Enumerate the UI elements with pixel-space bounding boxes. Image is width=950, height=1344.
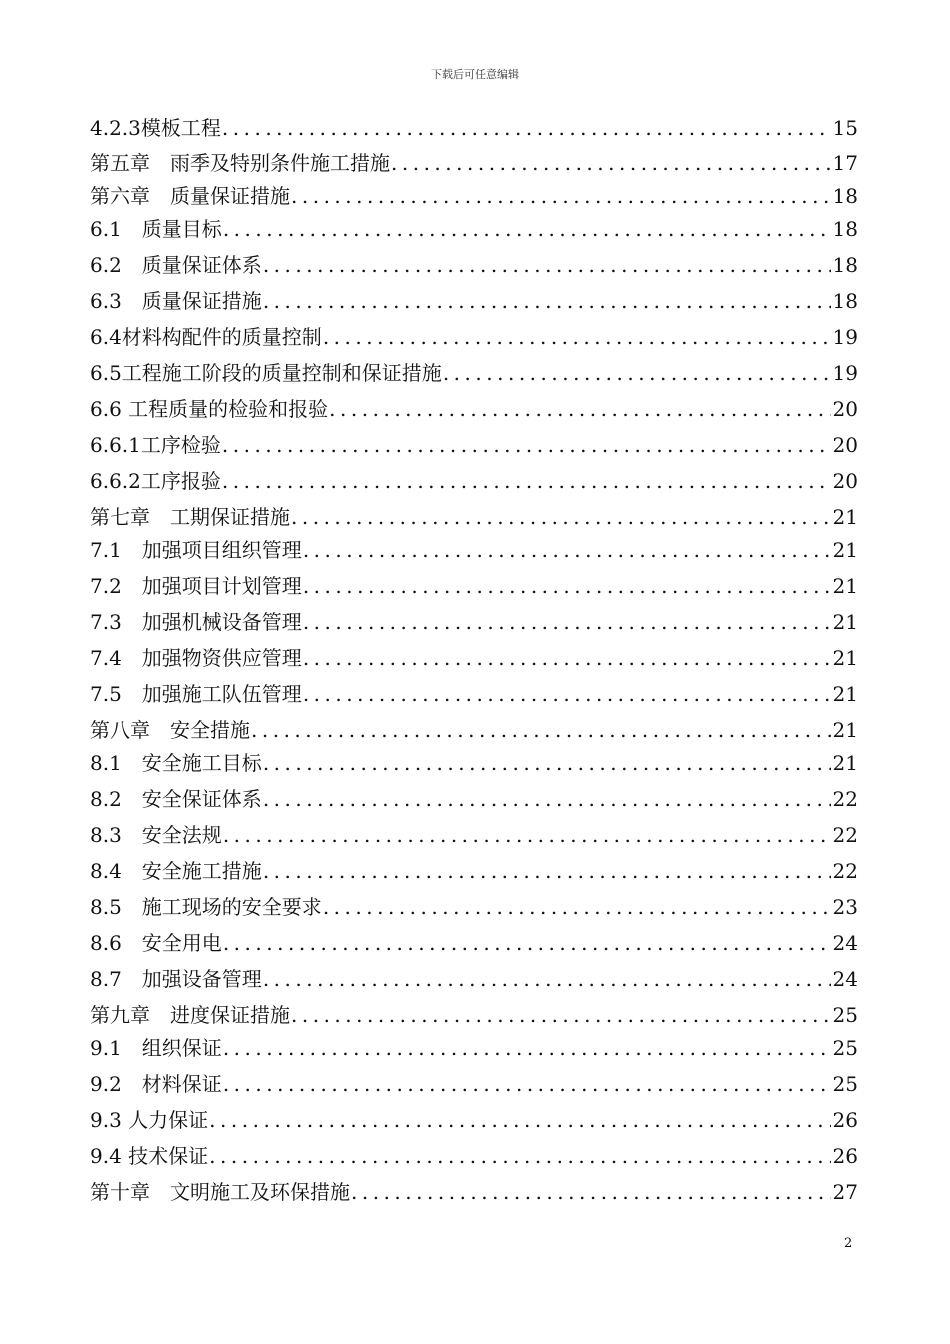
toc-entry-label: 9.2 材料保证: [90, 1072, 222, 1096]
toc-entry-page: 26: [832, 1144, 858, 1168]
toc-entry-page: 21: [832, 682, 858, 706]
toc-entry-label: 7.4 加强物资供应管理: [90, 646, 302, 670]
toc-leader-dots: [251, 714, 831, 747]
toc-leader-dots: [351, 1176, 831, 1209]
toc-leader-dots: [222, 429, 831, 462]
toc-leader-dots: [303, 570, 831, 603]
toc-leader-dots: [209, 1140, 830, 1173]
toc-leader-dots: [263, 285, 831, 318]
toc-leader-dots: [303, 642, 831, 675]
page-number: 2: [844, 1236, 853, 1251]
toc-entry-label: 9.3 人力保证: [90, 1108, 209, 1132]
toc-entry[interactable]: [90, 1032, 858, 1065]
toc-entry-label: 7.3 加强机械设备管理: [90, 610, 302, 634]
toc-entry-page: 20: [832, 469, 858, 493]
toc-entry[interactable]: [90, 357, 858, 390]
toc-leader-dots: [263, 783, 831, 816]
toc-entry[interactable]: [90, 1068, 858, 1101]
toc-entry-label: 第七章 工期保证措施: [90, 505, 290, 529]
toc-entry[interactable]: [90, 783, 858, 816]
toc-entry[interactable]: [90, 180, 858, 213]
toc-entry[interactable]: [90, 249, 858, 282]
toc-entry[interactable]: [90, 855, 858, 888]
toc-entry-page: 21: [832, 538, 858, 562]
toc-entry-page: 18: [832, 184, 858, 208]
toc-entry[interactable]: [90, 465, 858, 498]
toc-entry[interactable]: [90, 747, 858, 780]
toc-entry[interactable]: [90, 1140, 858, 1173]
toc-entry[interactable]: [90, 927, 858, 960]
toc-leader-dots: [291, 999, 831, 1032]
toc-leader-dots: [303, 678, 831, 711]
toc-entry[interactable]: [90, 606, 858, 639]
toc-entry-label: 7.2 加强项目计划管理: [90, 574, 302, 598]
toc-entry-page: 17: [832, 151, 858, 175]
toc-entry-page: 18: [832, 289, 858, 313]
toc-leader-dots: [323, 321, 831, 354]
toc-entry-page: 22: [832, 787, 858, 811]
toc-entry[interactable]: [90, 570, 858, 603]
toc-entry-label: 第九章 进度保证措施: [90, 1003, 290, 1027]
toc-entry-page: 25: [832, 1003, 858, 1027]
toc-entry-page: 15: [832, 116, 858, 140]
toc-entry-label: 第六章 质量保证措施: [90, 184, 290, 208]
toc-leader-dots: [222, 112, 831, 145]
toc-entry[interactable]: [90, 678, 858, 711]
toc-leader-dots: [329, 393, 830, 426]
toc-entry-label: 8.5 施工现场的安全要求: [90, 895, 322, 919]
toc-entry-page: 21: [832, 718, 858, 742]
toc-entry[interactable]: [90, 321, 858, 354]
toc-leader-dots: [391, 147, 831, 180]
toc-entry-page: 21: [832, 646, 858, 670]
toc-entry-label: 6.4材料构配件的质量控制: [90, 325, 322, 349]
toc-leader-dots: [263, 855, 831, 888]
toc-leader-dots: [291, 180, 831, 213]
toc-entry-page: 24: [832, 967, 858, 991]
toc-entry[interactable]: [90, 1104, 858, 1137]
toc-entry-label: 6.1 质量目标: [90, 217, 222, 241]
toc-leader-dots: [263, 249, 831, 282]
toc-entry[interactable]: [90, 642, 858, 675]
toc-entry-label: 6.5工程施工阶段的质量控制和保证措施: [90, 361, 442, 385]
toc-entry-label: 6.3 质量保证措施: [90, 289, 262, 313]
toc-entry[interactable]: [90, 429, 858, 462]
toc-entry-page: 20: [832, 433, 858, 457]
toc-entry-page: 21: [832, 751, 858, 775]
toc-entry-label: 第十章 文明施工及环保措施: [90, 1180, 350, 1204]
toc-entry-label: 4.2.3模板工程: [90, 116, 221, 140]
toc-entry-label: 8.1 安全施工目标: [90, 751, 262, 775]
toc-leader-dots: [223, 1032, 831, 1065]
toc-entry-label: 7.5 加强施工队伍管理: [90, 682, 302, 706]
toc-entry-page: 23: [832, 895, 858, 919]
toc-entry[interactable]: [90, 819, 858, 852]
toc-entry[interactable]: [90, 147, 858, 180]
toc-entry-page: 21: [832, 574, 858, 598]
toc-leader-dots: [209, 1104, 830, 1137]
toc-entry-label: 8.7 加强设备管理: [90, 967, 262, 991]
toc-entry[interactable]: [90, 891, 858, 924]
toc-entry-page: 22: [832, 823, 858, 847]
toc-entry-label: 6.2 质量保证体系: [90, 253, 262, 277]
toc-entry[interactable]: [90, 112, 858, 145]
toc-entry-page: 25: [832, 1072, 858, 1096]
toc-entry[interactable]: [90, 534, 858, 567]
toc-leader-dots: [303, 534, 831, 567]
toc-entry-page: 18: [832, 253, 858, 277]
toc-entry-label: 8.4 安全施工措施: [90, 859, 262, 883]
toc-leader-dots: [223, 213, 831, 246]
toc-leader-dots: [223, 1068, 831, 1101]
toc-leader-dots: [223, 819, 831, 852]
toc-entry[interactable]: [90, 213, 858, 246]
toc-entry-page: 22: [832, 859, 858, 883]
toc-entry-page: 27: [832, 1180, 858, 1204]
toc-leader-dots: [323, 891, 831, 924]
toc-entry-page: 21: [832, 610, 858, 634]
toc-entry-label: 8.6 安全用电: [90, 931, 222, 955]
toc-entry-label: 9.4 技术保证: [90, 1144, 209, 1168]
toc-leader-dots: [263, 747, 831, 780]
toc-leader-dots: [291, 501, 831, 534]
toc-entry-label: 9.1 组织保证: [90, 1036, 222, 1060]
toc-leader-dots: [303, 606, 831, 639]
toc-entry[interactable]: [90, 999, 858, 1032]
toc-entry[interactable]: [90, 501, 858, 534]
toc-entry[interactable]: [90, 1176, 858, 1209]
toc-entry-page: 25: [832, 1036, 858, 1060]
toc-entry-page: 20: [832, 397, 858, 421]
toc-entry-label: 8.2 安全保证体系: [90, 787, 262, 811]
toc-entry-page: 26: [832, 1108, 858, 1132]
toc-leader-dots: [222, 465, 831, 498]
toc-entry[interactable]: [90, 714, 858, 747]
toc-entry-page: 19: [832, 325, 858, 349]
toc-leader-dots: [263, 963, 831, 996]
toc-entry-label: 6.6.1工序检验: [90, 433, 221, 457]
toc-entry-page: 21: [832, 505, 858, 529]
toc-entry[interactable]: [90, 963, 858, 996]
toc-entry-label: 第八章 安全措施: [90, 718, 250, 742]
header-note: 下载后可任意编辑: [431, 68, 519, 81]
toc-leader-dots: [223, 927, 831, 960]
toc-entry-label: 6.6.2工序报验: [90, 469, 221, 493]
table-of-contents: [90, 112, 858, 1209]
toc-entry-label: 7.1 加强项目组织管理: [90, 538, 302, 562]
toc-entry[interactable]: [90, 393, 858, 426]
toc-entry[interactable]: [90, 285, 858, 318]
toc-entry-page: 24: [832, 931, 858, 955]
toc-leader-dots: [443, 357, 831, 390]
toc-entry-page: 19: [832, 361, 858, 385]
toc-entry-label: 8.3 安全法规: [90, 823, 222, 847]
toc-entry-label: 6.6 工程质量的检验和报验: [90, 397, 329, 421]
toc-entry-label: 第五章 雨季及特别条件施工措施: [90, 151, 390, 175]
toc-entry-page: 18: [832, 217, 858, 241]
